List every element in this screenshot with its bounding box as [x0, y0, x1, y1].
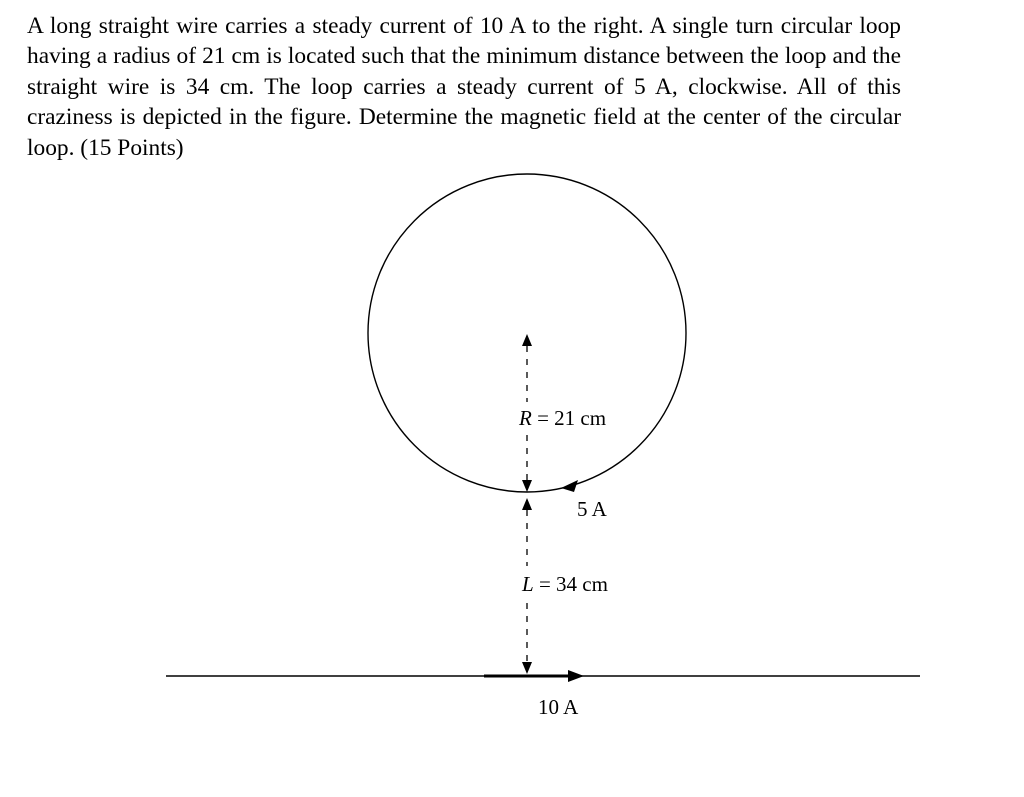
current-loop: [368, 174, 686, 492]
radius-label: R = 21 cm: [519, 406, 607, 430]
wire-current-label: 10 A: [538, 695, 579, 719]
distance-label: L = 34 cm: [522, 572, 608, 596]
distance-arrow-up-icon: [522, 498, 532, 510]
radius-arrow-down-icon: [522, 480, 532, 492]
loop-current-label: 5 A: [577, 497, 607, 521]
radius-arrow-up-icon: [522, 334, 532, 346]
loop-current-arrow-icon: [561, 480, 578, 492]
problem-statement: A long straight wire carries a steady current of 10 A to the right. A single turn circular loop having a radius of 21 cm is located such that the minimum distance between the loop and the straight wire is 34 cm. The loop carries a steady current of 5 A, clockwise. All of this craziness is depicted in the figure. Determine the magnetic field at the center of the circular loop. (15 Points): [27, 13, 901, 161]
wire-current-arrow-icon: [568, 670, 584, 682]
distance-arrow-down-icon: [522, 662, 532, 674]
